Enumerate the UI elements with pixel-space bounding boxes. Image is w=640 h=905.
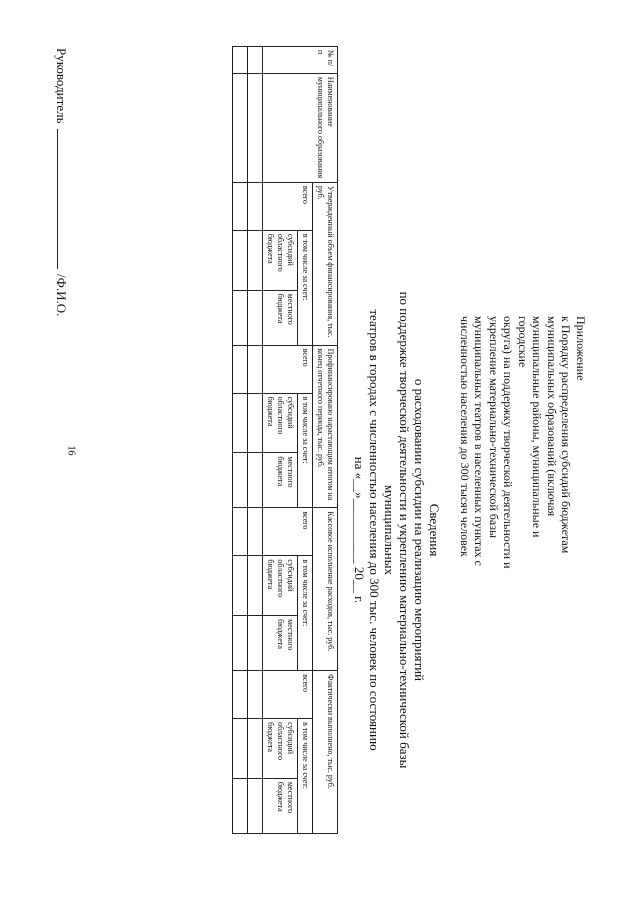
- report-table: [232, 46, 338, 834]
- table-cell: [233, 345, 248, 393]
- header-group-approved: Утвержденный объем финансирования, тыс. руб.: [313, 182, 338, 345]
- table-cell: [248, 556, 263, 616]
- table-cell: [233, 47, 248, 74]
- table-cell: [248, 616, 263, 671]
- header-group-actual: Фактически выполнено, тыс. руб.: [313, 671, 338, 834]
- appendix-line: численностью населения до 300 тысяч человек: [458, 316, 472, 557]
- header-local: местного бюджета: [263, 290, 298, 345]
- header-name: Наименование муниципального образования: [263, 73, 338, 182]
- table-row: [248, 47, 263, 834]
- header-total: всего: [263, 671, 313, 719]
- table-cell: [248, 393, 263, 453]
- header-including: в том числе за счет:: [298, 719, 313, 834]
- document-title: [352, 260, 442, 800]
- table-cell: [233, 230, 248, 290]
- signature-label: Руководитель: [54, 48, 69, 124]
- appendix-line: муниципальных театров в населенных пунктах с: [472, 316, 487, 566]
- header-local: местного бюджета: [263, 453, 298, 508]
- table-cell: [233, 556, 248, 616]
- table-cell: [233, 290, 248, 345]
- table-cell: [248, 47, 263, 74]
- title-line-1: Сведения: [427, 503, 442, 557]
- appendix-block: [458, 316, 589, 591]
- table-cell: [248, 230, 263, 290]
- title-line-5: на «__»__________ 20__ г.: [352, 456, 367, 604]
- table-cell: [233, 671, 248, 719]
- signature-fio: /Ф.И.О.: [54, 274, 69, 317]
- title-line-2: о расходовании субсидии на реализацию мероприятий: [412, 378, 427, 682]
- table-cell: [248, 345, 263, 393]
- table-cell: [233, 616, 248, 671]
- table-cell: [248, 453, 263, 508]
- table-cell: [233, 778, 248, 833]
- page-number: 16: [65, 445, 77, 456]
- table-cell: [248, 778, 263, 833]
- table-cell: [248, 719, 263, 779]
- table-cell: [248, 182, 263, 230]
- table-row: [233, 47, 248, 834]
- appendix-line: муниципальных образований (включая: [545, 316, 559, 517]
- header-total: всего: [263, 508, 313, 556]
- header-subsidy: субсидий областного бюджета: [263, 230, 298, 290]
- table-cell: [233, 508, 248, 556]
- header-including: в том числе за счет:: [298, 556, 313, 671]
- header-group-financed: Профинансировано нарастающим итогом на конец отчетного периода, тыс. руб.: [313, 345, 338, 508]
- table-cell: [248, 290, 263, 345]
- header-subsidy: субсидий областного бюджета: [263, 393, 298, 453]
- table-cell: [233, 393, 248, 453]
- rotated-document: [40, 30, 600, 875]
- header-local: местного бюджета: [263, 616, 298, 671]
- table-cell: [233, 73, 248, 182]
- appendix-line: муниципальные районы, муниципальные и городские: [516, 316, 545, 538]
- table-cell: [233, 453, 248, 508]
- signature-blank: [57, 129, 70, 269]
- table-cell: [248, 508, 263, 556]
- appendix-line: округа) на поддержку творческой деятельности и: [501, 316, 516, 569]
- header-subsidy: субсидий областного бюджета: [263, 719, 298, 779]
- appendix-heading: Приложение: [574, 316, 588, 381]
- table-header-row-1: [313, 47, 338, 834]
- appendix-line: к Порядку распределения субсидий бюджетам: [559, 316, 574, 554]
- title-line-4: театров в городах с численностью населения до 300 тыс. человек по состоянию: [367, 309, 382, 751]
- header-total: всего: [263, 345, 313, 393]
- signature-line: [53, 48, 70, 316]
- header-including: в том числе за счет:: [298, 393, 313, 508]
- header-subsidy: субсидий областного бюджета: [263, 556, 298, 616]
- appendix-line: укрепление материально-технической базы: [487, 316, 501, 539]
- header-local: местного бюджета: [263, 778, 298, 833]
- table-cell: [248, 671, 263, 719]
- header-group-cash: Кассовое исполнение расходов, тыс. руб.: [313, 508, 338, 671]
- table-cell: [233, 719, 248, 779]
- header-including: в том числе за счет:: [298, 230, 313, 345]
- header-num: № п/п: [263, 47, 338, 74]
- table-cell: [248, 73, 263, 182]
- title-line-3: по поддержке творческой деятельности и укреплению материально-технической базы муниципальных: [382, 291, 412, 769]
- header-total: всего: [263, 182, 313, 230]
- table-cell: [233, 182, 248, 230]
